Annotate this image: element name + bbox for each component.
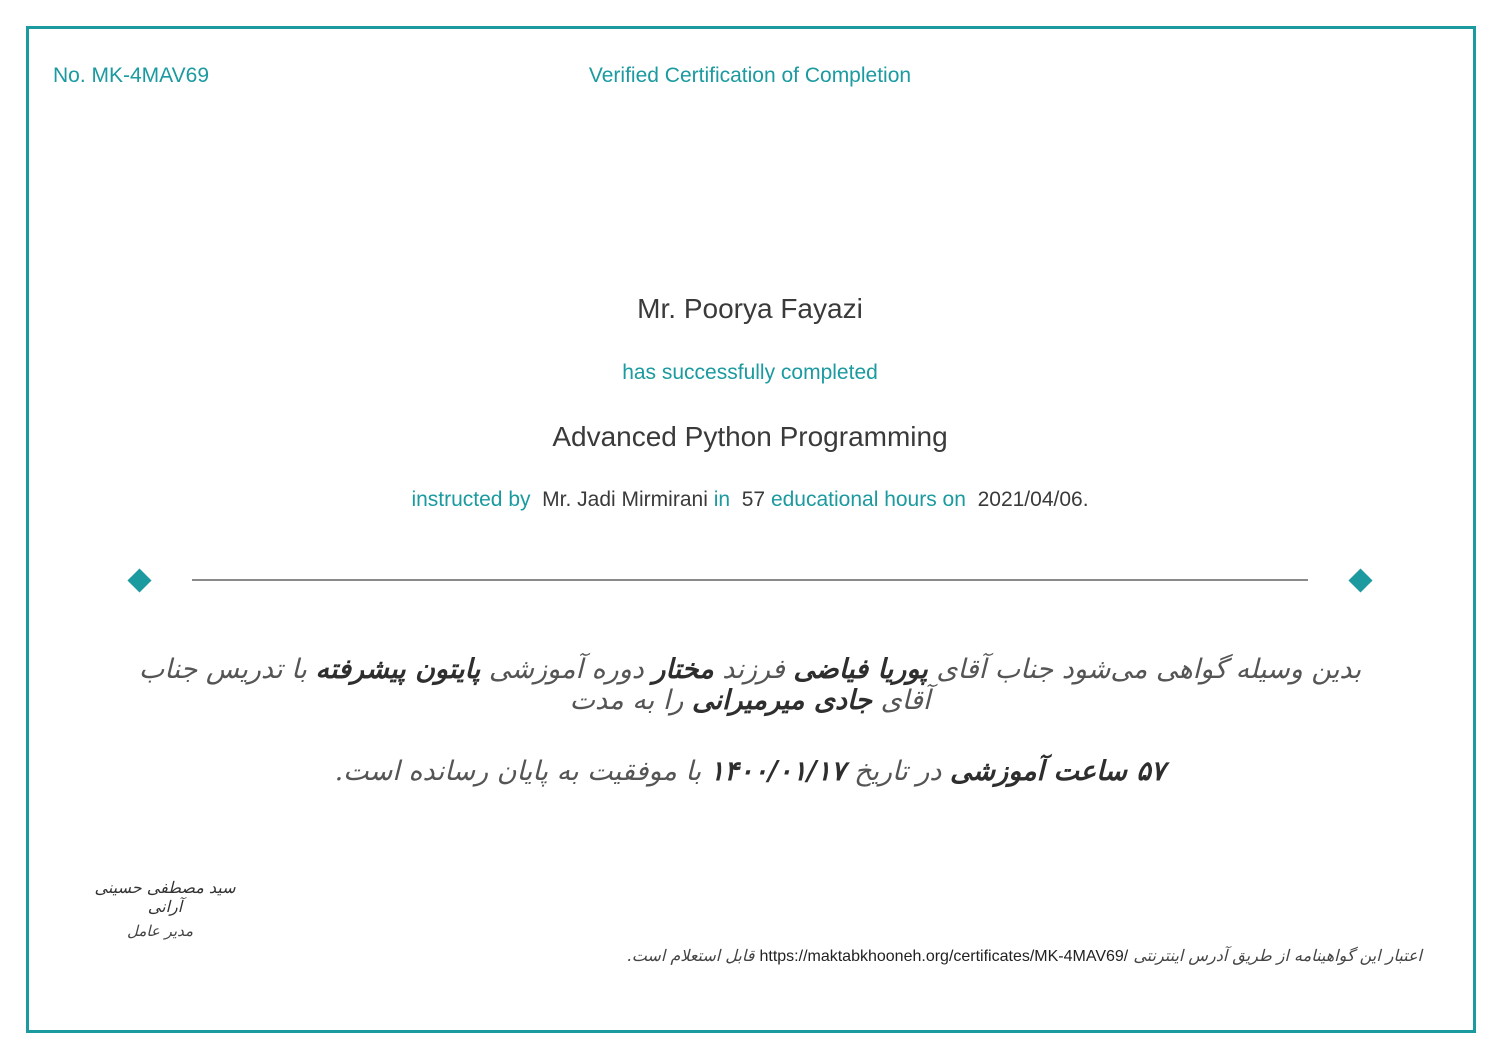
persian-text: را به مدت: [569, 685, 684, 716]
persian-text: بدین وسیله گواهی می‌شود جناب آقای: [936, 654, 1362, 685]
persian-text: دوره آموزشی: [488, 654, 644, 685]
persian-instructor-name: جادی میرمیرانی: [691, 685, 872, 716]
course-title: Advanced Python Programming: [552, 421, 948, 452]
signatory-role: مدیر عامل: [126, 922, 194, 940]
persian-statement-line-1: [120, 654, 1380, 716]
course-details: [0, 488, 1500, 512]
certificate-number: No. MK-4MAV69: [53, 64, 209, 87]
signatory-name: سید مصطفی حسینی آرانی: [94, 878, 236, 916]
persian-course-name: پایتون پیشرفته: [315, 654, 481, 685]
verification-suffix: قابل استعلام است.: [626, 946, 755, 965]
recipient-name: Mr. Poorya Fayazi: [637, 293, 863, 324]
certificate-border: [26, 26, 1476, 1033]
divider-line: [192, 579, 1308, 581]
period: .: [1082, 488, 1089, 511]
persian-recipient-name: پوریا فیاضی: [793, 654, 928, 685]
persian-hours: ۵۷ ساعت آموزشی: [950, 756, 1166, 787]
certificate-title: Verified Certification of Completion: [588, 64, 912, 87]
hours-value: 57: [741, 488, 766, 511]
instructor-name: Mr. Jadi Mirmirani: [542, 488, 708, 511]
instructed-by-label: instructed by: [411, 488, 531, 511]
persian-text: در تاریخ: [854, 756, 942, 787]
completion-date: 2021/04/06: [977, 488, 1083, 511]
completion-statement: has successfully completed: [622, 361, 878, 384]
persian-text: فرزند: [722, 654, 785, 685]
persian-text: با تدریس جناب آقای: [138, 654, 931, 716]
verification-prefix: اعتبار این گواهینامه از طریق آدرس اینترنتی: [1133, 946, 1422, 965]
persian-statement-line-2: [120, 756, 1380, 787]
hours-label: educational hours on: [770, 488, 966, 511]
persian-text: با موفقیت به پایان رسانده است.: [334, 756, 702, 787]
verification-url[interactable]: https://maktabkhooneh.org/certificates/MK-4MAV69/: [759, 948, 1129, 965]
persian-date: ۱۴۰۰/۰۱/۱۷: [709, 756, 846, 787]
verification-note: [627, 946, 1422, 966]
persian-father-name: مختار: [652, 654, 714, 685]
in-label: in: [713, 488, 731, 511]
